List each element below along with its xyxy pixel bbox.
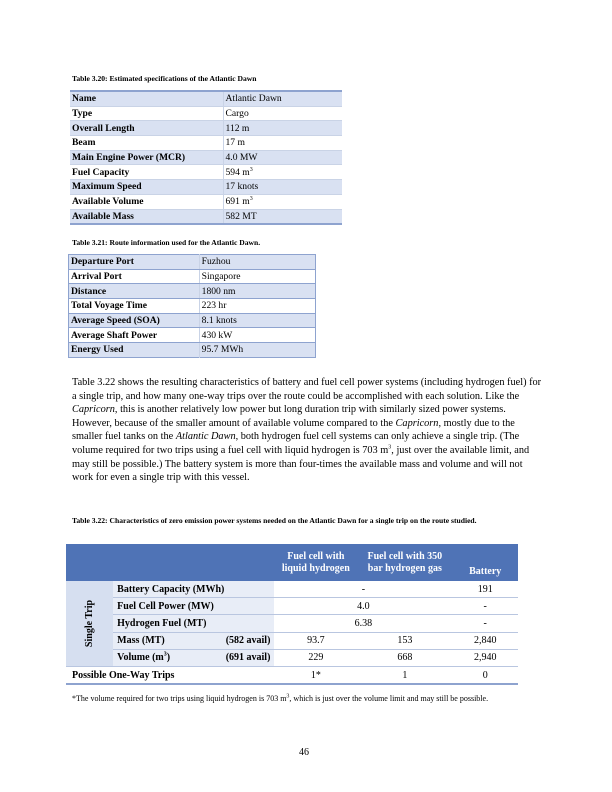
text-run: mostly due to the smaller fuel tanks on the: [72, 417, 515, 443]
table-row: [70, 150, 342, 165]
row-label: Mass (MT): [113, 632, 212, 649]
spec-label: Name: [70, 91, 223, 106]
table-header-row: [66, 544, 518, 581]
spec-value: [223, 165, 342, 180]
cell-value: 191: [452, 581, 518, 598]
value-text: 691 m: [225, 196, 250, 208]
spec-label: Fuel Capacity: [70, 165, 223, 180]
header-blank: [66, 544, 274, 581]
route-label: Average Speed (SOA): [69, 313, 200, 328]
route-label: Departure Port: [69, 255, 200, 270]
table-row: [66, 632, 518, 649]
cell-value: 1*: [274, 666, 357, 684]
label-text: Volume (m: [117, 652, 164, 664]
cell-value: -: [452, 598, 518, 615]
table-row: [69, 299, 316, 314]
cell-value: 229: [274, 649, 357, 666]
spec-label: Maximum Speed: [70, 180, 223, 195]
table-row-trips: [66, 666, 518, 684]
footnote-text: , which is just over the volume limit and may still be possible.: [289, 694, 489, 703]
table-3-22-caption: Table 3.22: Characteristics of zero emission power systems needed on the Atlantic Dawn for a single trip on the route studied.: [72, 516, 477, 525]
cell-value: 93.7: [274, 632, 357, 649]
single-trip-side-label: [66, 581, 113, 666]
spec-label: Main Engine Power (MCR): [70, 150, 223, 165]
route-label: Distance: [69, 284, 200, 299]
row-label: Battery Capacity (MWh): [113, 581, 274, 598]
route-value: 8.1 knots: [199, 313, 315, 328]
table-row: [70, 106, 342, 121]
row-label: [113, 649, 212, 666]
spec-value: 4.0 MW: [223, 150, 342, 165]
table-row: [70, 91, 342, 106]
cell-value: -: [452, 615, 518, 632]
cell-value: 668: [357, 649, 452, 666]
spec-value: 582 MT: [223, 209, 342, 224]
table-row: [69, 343, 316, 358]
spec-label: Available Mass: [70, 209, 223, 224]
table-row: [70, 165, 342, 180]
route-label: Energy Used: [69, 343, 200, 358]
table-3-22: [66, 544, 518, 685]
table-3-20-caption: Table 3.20: Estimated specifications of the Atlantic Dawn: [72, 74, 257, 83]
route-label: Arrival Port: [69, 269, 200, 284]
cell-value: 4.0: [274, 598, 452, 615]
superscript: 3: [388, 444, 392, 451]
superscript: 3: [286, 693, 290, 700]
table-row: [69, 255, 316, 270]
route-value: Fuzhou: [199, 255, 315, 270]
cell-value: 1: [357, 666, 452, 684]
spec-label: Overall Length: [70, 121, 223, 136]
header-fuel-cell-liquid: Fuel cell with liquid hydrogen: [274, 544, 357, 581]
table-row: [70, 121, 342, 136]
value-text: 594 m: [225, 166, 250, 178]
cell-value: 153: [357, 632, 452, 649]
table-row: [69, 313, 316, 328]
route-value: Singapore: [199, 269, 315, 284]
row-label: Hydrogen Fuel (MT): [113, 615, 274, 632]
spec-label: Type: [70, 106, 223, 121]
table-row: [66, 581, 518, 598]
text-run: , both hydrogen fuel cell systems can only achieve a single trip. (The volume required for two trips using a fuel cell with liquid hydrogen is 703 m: [72, 431, 520, 456]
text-run: , just over the available limit, and may still be possible.) The battery system is more than four-times the available mass and volume and will not work for even a single trip with this vessel.: [72, 444, 530, 484]
spec-value: 17 m: [223, 136, 342, 151]
table-row: [69, 269, 316, 284]
spec-value: 112 m: [223, 121, 342, 136]
footnote: [72, 694, 542, 705]
body-paragraph: [72, 376, 546, 485]
route-value: 1800 nm: [199, 284, 315, 299]
table-row: [70, 136, 342, 151]
side-label-text: Single Trip: [84, 599, 96, 648]
italic-run: Capricorn,: [395, 417, 442, 429]
label-text: ): [166, 652, 171, 664]
italic-run: Atlantic Dawn: [175, 431, 236, 443]
text-run: Table 3.22 shows the resulting characteristics of battery and fuel cell power systems (including hydrogen fuel) for a single trip, and how many one-way trips over the route could be accomplished with each solution. Like the: [72, 377, 542, 402]
table-row: [70, 180, 342, 195]
route-label: Total Voyage Time: [69, 299, 200, 314]
table-3-21: [68, 254, 316, 358]
cell-value: 6.38: [274, 615, 452, 632]
superscript: 3: [163, 652, 167, 659]
spec-value: [223, 194, 342, 209]
italic-run: Capricorn: [72, 404, 115, 416]
table-row: [69, 284, 316, 299]
header-battery: Battery: [452, 544, 518, 581]
spec-value: Atlantic Dawn: [223, 91, 342, 106]
trips-label: Possible One-Way Trips: [66, 666, 274, 684]
row-avail: (691 avail): [212, 649, 275, 666]
row-avail: (582 avail): [212, 632, 275, 649]
route-value: 95.7 MWh: [199, 343, 315, 358]
cell-value: 0: [452, 666, 518, 684]
spec-label: Available Volume: [70, 194, 223, 209]
route-value: 223 hr: [199, 299, 315, 314]
cell-value: 2,840: [452, 632, 518, 649]
table-3-21-caption: Table 3.21: Route information used for the Atlantic Dawn.: [72, 238, 261, 247]
route-value: 430 kW: [199, 328, 315, 343]
page-number: 46: [299, 747, 309, 758]
cell-value: -: [274, 581, 452, 598]
spec-value: 17 knots: [223, 180, 342, 195]
superscript: 3: [249, 195, 253, 202]
text-run: , this is another relatively low power but long duration trip with similarly sized power systems. However, because of the smaller amount of available volume compared to the: [72, 404, 506, 429]
table-row: [66, 598, 518, 615]
table-3-20: [70, 90, 342, 225]
table-row: [69, 328, 316, 343]
table-row: [70, 209, 342, 224]
spec-value: Cargo: [223, 106, 342, 121]
route-label: Average Shaft Power: [69, 328, 200, 343]
table-row: [66, 615, 518, 632]
footnote-text: *The volume required for two trips using liquid hydrogen is 703 m: [72, 694, 287, 703]
cell-value: 2,940: [452, 649, 518, 666]
header-fuel-cell-gas: Fuel cell with 350 bar hydrogen gas: [357, 544, 452, 581]
superscript: 3: [249, 166, 253, 173]
table-row: [66, 649, 518, 666]
row-label: Fuel Cell Power (MW): [113, 598, 274, 615]
spec-label: Beam: [70, 136, 223, 151]
table-row: [70, 194, 342, 209]
